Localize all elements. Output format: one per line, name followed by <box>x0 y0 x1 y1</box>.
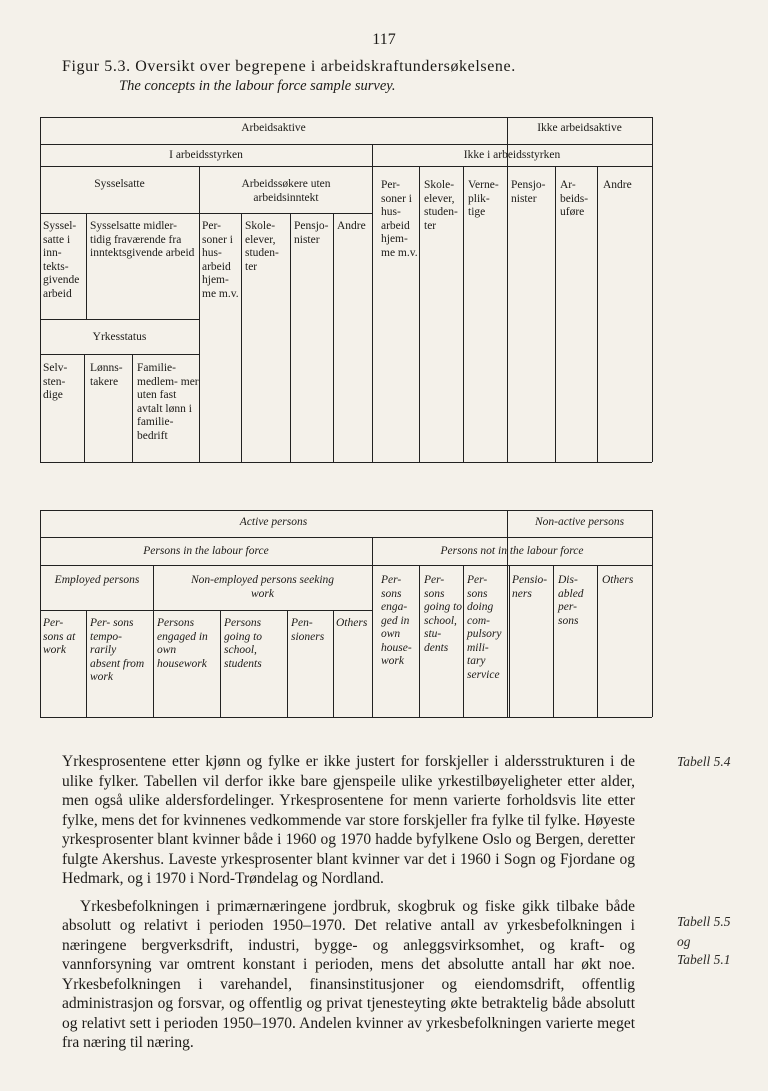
label-na-school: Per- sons going to school, stu- dents <box>424 574 463 654</box>
rule <box>86 213 87 319</box>
label-na-others: Others <box>602 574 634 586</box>
label-selvstendige: Selv- sten- dige <box>43 362 68 401</box>
margin-note-og: og <box>677 934 691 949</box>
label-others: Others <box>336 617 368 629</box>
label-i-arbeidsstyrken: I arbeidsstyrken <box>169 149 243 161</box>
rule <box>597 565 598 717</box>
label-ikke-arbeidsaktive: Ikke arbeidsaktive <box>537 122 622 134</box>
label-non-active-persons: Non-active persons <box>534 516 625 528</box>
rule <box>40 510 41 717</box>
rule <box>652 510 653 717</box>
label-sysselsatte-midlertidig: Sysselsatte midler- tidig fraværende fra inntektsgivende arbeid <box>90 220 195 259</box>
rule <box>40 213 372 214</box>
rule <box>40 117 652 118</box>
label-going-to-school: Persons going to school, students <box>224 617 263 670</box>
rule <box>419 565 420 717</box>
rule <box>40 144 652 145</box>
label-arbeidssokere: Arbeidssøkere uten arbeidsinntekt <box>241 178 331 204</box>
rule <box>40 354 199 355</box>
rule <box>507 117 508 462</box>
label-ikke-skoleelever: Skole- elever, studen- ter <box>424 179 458 232</box>
figure-caption-english: The concepts in the labour force sample survey. <box>119 78 396 94</box>
rule <box>86 610 87 717</box>
label-arbeidsaktive: Arbeidsaktive <box>241 122 306 134</box>
rule <box>40 319 199 320</box>
rule <box>241 213 242 462</box>
margin-note-tabell-5-1: Tabell 5.1 <box>677 952 731 967</box>
margin-note-tabell-5-5: Tabell 5.5 <box>677 914 731 929</box>
rule <box>40 462 652 463</box>
body-text <box>62 752 635 1053</box>
rule <box>199 166 200 462</box>
label-lonnstakere: Lønns- takere <box>90 362 123 388</box>
rule <box>40 166 652 167</box>
rule <box>40 510 652 511</box>
label-sysselsatte-inntektsgivende: Syssel- satte i inn- tekts- givende arbeid <box>43 220 80 300</box>
rule <box>333 213 334 462</box>
label-na-housework: Per- sons enga- ged in own house- work <box>381 574 412 667</box>
rule <box>153 565 154 717</box>
rule <box>333 610 334 717</box>
rule <box>220 610 221 717</box>
label-in-labour-force: Persons in the labour force <box>143 545 269 557</box>
label-non-employed-seeking: Non-employed persons seeking work <box>190 574 335 600</box>
label-not-in-labour-force: Persons not in the labour force <box>440 545 584 557</box>
label-familiemedlemmer: Familie- medlem- mer uten fast avtalt lønn i familie- bedrift <box>137 362 199 442</box>
label-persons-at-work: Per- sons at work <box>43 617 76 656</box>
rule <box>287 610 288 717</box>
label-yrkesstatus: Yrkesstatus <box>92 331 147 343</box>
paragraph: Yrkesprosentene etter kjønn og fylke er ikke justert for forskjeller i aldersstrukturen i de ulike fylker. Tabellen vil derfor ikke bare gjenspeile ulike yrkestilbøyeligheter etter alder, men også ulike aldersfordelinger. Yrkesprosentene for menn varierte forholdsvis lite etter fylke, mens det for kvinnenes vedkommende var store forskjeller fra fylke til fylke. Høyeste yrkesprosenter blant kvinner både i 1960 og 1970 hadde byfylkene Oslo og Bergen, deretter fulgte Akershus. Laveste yrkesprosenter blant kvinner var det i 1960 i Sogn og Fjordane og Hedmark, og i 1970 i Nord-Trøndelag og Nordland. <box>62 753 635 887</box>
rule <box>40 717 652 718</box>
margin-note-tabell-5-4: Tabell 5.4 <box>677 754 731 769</box>
label-vernepliktige: Verne- plik- tige <box>468 179 499 218</box>
label-ikke-i-arbeidsstyrken: Ikke i arbeidsstyrken <box>463 149 561 161</box>
rule <box>40 610 372 611</box>
label-ikke-personer-husarbeid: Per- soner i hus- arbeid hjem- me m.v. <box>381 179 418 259</box>
label-andre: Andre <box>337 220 366 232</box>
rule <box>40 537 652 538</box>
rule <box>652 117 653 462</box>
label-engaged-housework: Persons engaged in own housework <box>157 617 208 670</box>
label-compulsory-military: Per- sons doing com- pulsory mili- tary service <box>467 574 502 681</box>
label-pensjonister: Pensjo- nister <box>294 220 329 246</box>
label-skoleelever: Skole- elever, studen- ter <box>245 220 279 273</box>
label-sysselsatte: Sysselsatte <box>94 178 145 190</box>
rule <box>555 166 556 462</box>
label-employed-persons: Employed persons <box>54 574 140 586</box>
rule <box>509 565 510 717</box>
label-temporarily-absent: Per- sons tempo- rarily absent from work <box>90 617 145 683</box>
rule <box>372 537 373 717</box>
label-active-persons: Active persons <box>239 516 308 528</box>
rule <box>597 166 598 462</box>
figure-caption: Figur 5.3. Oversikt over begrepene i arbeidskraftundersøkelsene. <box>62 58 516 75</box>
label-personer-husarbeid: Per- soner i hus- arbeid hjem- me m.v. <box>202 220 239 300</box>
label-ikke-andre: Andre <box>603 179 632 191</box>
label-disabled: Dis- abled per- sons <box>558 574 584 627</box>
rule <box>40 565 652 566</box>
page-number: 117 <box>372 31 396 48</box>
paragraph: Yrkesbefolkningen i primærnæringene jordbruk, skogbruk og fiske gikk tilbake både absolutt og relativt i perioden 1950–1970. Det relative antall av yrkesbefolkningen i næringene bergverksdrift, industri, bygge- og anleggsvirksomhet, og kraft- og vannforsyning var omtrent konstant i perioden, mens det absolutte antall har økt noe. Yrkesbefolkningen i varehandel, finansinstitusjoner og eiendomsdrift, offentlig administrasjon og forsvar, og offentlig og privat tjenesteyting økte betraktelig både absolutt og relativt sett i perioden 1950–1970. Andelen kvinner av yrkesbefolkningen varierte meget fra næring til næring. <box>62 897 635 1051</box>
label-arbeidsufore: Ar- beids- uføre <box>560 179 589 218</box>
rule <box>419 166 420 462</box>
rule <box>372 144 373 462</box>
label-na-pensioners: Pensio- ners <box>512 574 548 600</box>
rule <box>463 565 464 717</box>
label-pensioners: Pen- sioners <box>291 617 325 643</box>
label-ikke-pensjonister: Pensjo- nister <box>511 179 546 205</box>
rule <box>40 117 41 462</box>
